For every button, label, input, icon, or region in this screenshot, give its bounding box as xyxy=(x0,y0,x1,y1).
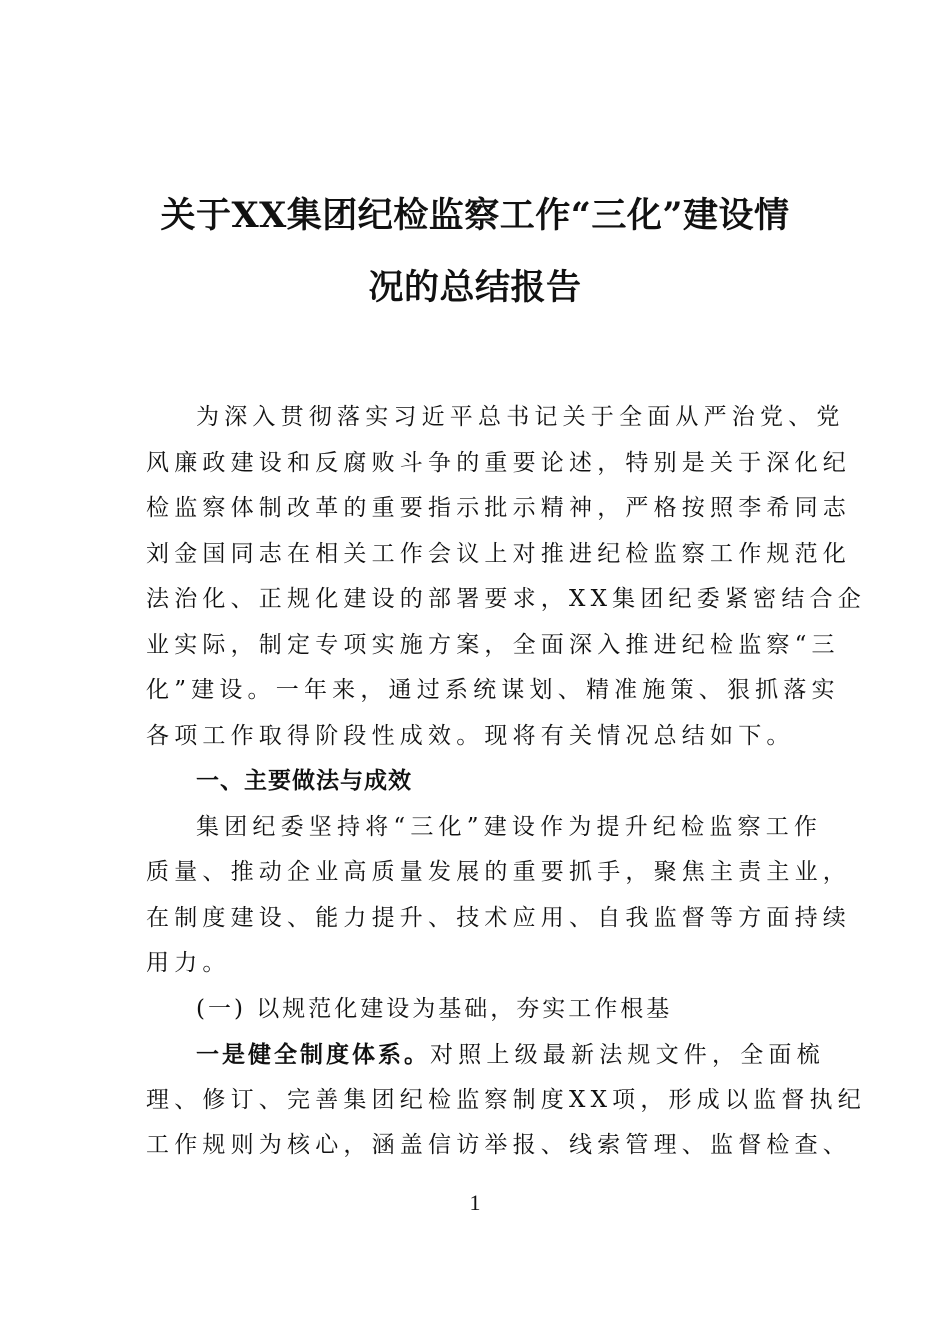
page-number: 1 xyxy=(469,1190,481,1215)
paragraph-text: 对照上级最新法规文件，全面梳 xyxy=(430,1042,825,1068)
paragraph-line: 刘金国同志在相关工作会议上对推进纪检监察工作规范化 xyxy=(146,540,851,567)
paragraph-line: 为深入贯彻落实习近平总书记关于全面从严治党、党 xyxy=(196,404,845,430)
paragraph-line: 检监察体制改革的重要指示批示精神，严格按照李希同志 xyxy=(146,495,851,521)
paragraph-line: 在制度建设、能力提升、技术应用、自我监督等方面持续 xyxy=(146,904,851,931)
lead-phrase: 一是健全制度体系。 xyxy=(196,1041,430,1068)
section-heading: 一、主要做法与成效 xyxy=(196,768,412,794)
paragraph-line: 质量、推动企业高质量发展的重要抓手，聚焦主责主业， xyxy=(146,859,851,885)
paragraph-line xyxy=(146,1032,825,1078)
document-title-line-2: 况的总结报告 xyxy=(368,267,582,308)
paragraph-line: 各项工作取得阶段性成效。现将有关情况总结如下。 xyxy=(146,722,795,749)
paragraph-line: 理、修订、完善集团纪检监察制度XX项，形成以监督执纪 xyxy=(146,1086,866,1113)
paragraph-line: 风廉政建设和反腐败斗争的重要论述，特别是关于深化纪 xyxy=(146,449,851,476)
document-body xyxy=(146,395,866,1169)
paragraph-line: 工作规则为核心，涵盖信访举报、线索管理、监督检查、 xyxy=(146,1132,851,1158)
subsection-heading: (一) 以规范化建设为基础，夯实工作根基 xyxy=(196,995,673,1022)
paragraph-line: 法治化、正规化建设的部署要求，XX集团纪委紧密结合企 xyxy=(146,586,866,612)
paragraph-line: 用力。 xyxy=(146,950,231,976)
paragraph-line: 化”建设。一年来，通过系统谋划、精准施策、狠抓落实 xyxy=(146,677,840,703)
paragraph-line: 业实际，制定专项实施方案，全面深入推进纪检监察“三 xyxy=(146,631,840,658)
paragraph-line: 集团纪委坚持将“三化”建设作为提升纪检监察工作 xyxy=(196,813,823,840)
document-title-line-1: 关于XX集团纪检监察工作“三化”建设情 xyxy=(160,195,790,236)
